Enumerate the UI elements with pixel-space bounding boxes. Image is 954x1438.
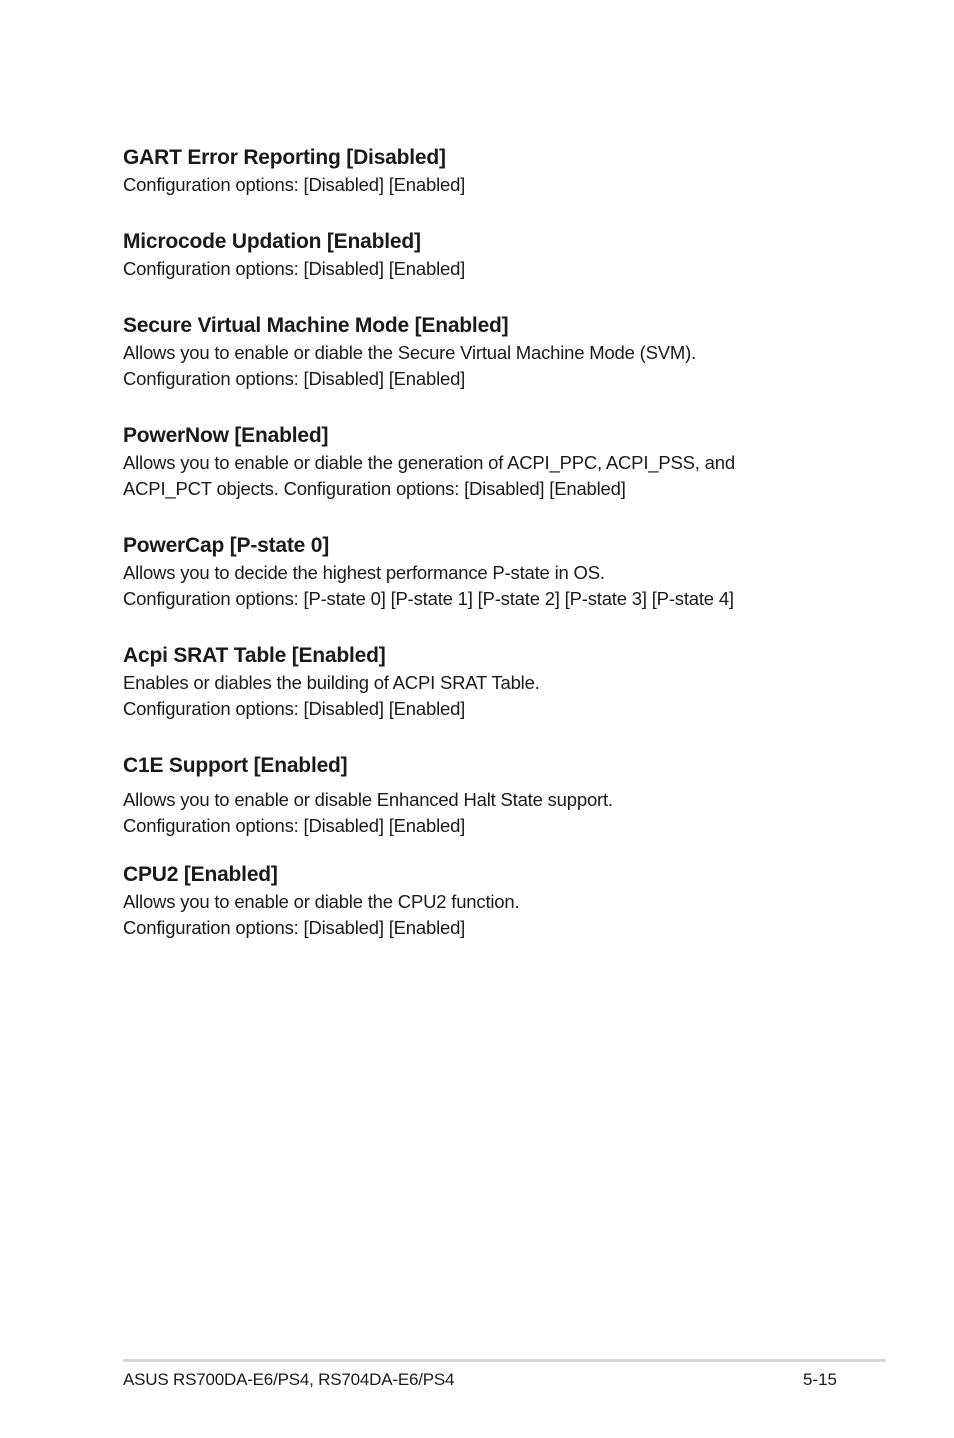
section-powernow bbox=[123, 422, 843, 502]
footer-product-name: ASUS RS700DA-E6/PS4, RS704DA-E6/PS4 bbox=[123, 1370, 455, 1389]
section-description: Configuration options: [Disabled] [Enabled] bbox=[123, 258, 466, 279]
section-description: Configuration options: [Disabled] [Enabled] bbox=[123, 174, 466, 195]
section-acpi-srat-table bbox=[123, 642, 843, 722]
section-description: Allows you to enable or diable the CPU2 function. bbox=[123, 891, 520, 912]
section-title: GART Error Reporting [Disabled] bbox=[123, 146, 446, 169]
section-powercap bbox=[123, 532, 843, 612]
section-secure-virtual-machine-mode bbox=[123, 312, 843, 392]
section-title: C1E Support [Enabled] bbox=[123, 754, 348, 777]
section-description: Allows you to enable or disable Enhanced Halt State support. bbox=[123, 789, 613, 810]
section-c1e-support bbox=[123, 752, 843, 839]
section-title: Microcode Updation [Enabled] bbox=[123, 230, 421, 253]
section-description: Allows you to enable or diable the generation of ACPI_PPC, ACPI_PSS, and bbox=[123, 452, 735, 473]
section-description: Allows you to enable or diable the Secure Virtual Machine Mode (SVM). bbox=[123, 342, 697, 363]
section-options: Configuration options: [Disabled] [Enabled] bbox=[123, 815, 466, 836]
section-gart-error-reporting bbox=[123, 144, 843, 198]
section-description: Allows you to decide the highest performance P-state in OS. bbox=[123, 562, 605, 583]
footer-page-number: 5-15 bbox=[802, 1370, 837, 1389]
section-title: CPU2 [Enabled] bbox=[123, 863, 278, 886]
footer-divider bbox=[123, 1359, 886, 1362]
section-options: Configuration options: [Disabled] [Enabled] bbox=[123, 368, 466, 389]
section-options: Configuration options: [Disabled] [Enabled] bbox=[123, 698, 466, 719]
section-title: Acpi SRAT Table [Enabled] bbox=[123, 644, 386, 667]
section-microcode-updation bbox=[123, 228, 843, 282]
section-title: PowerCap [P-state 0] bbox=[123, 534, 330, 557]
section-options: Configuration options: [Disabled] [Enabled] bbox=[123, 917, 466, 938]
page-content bbox=[123, 144, 843, 941]
section-title: Secure Virtual Machine Mode [Enabled] bbox=[123, 314, 509, 337]
section-cpu2 bbox=[123, 861, 843, 941]
section-title: PowerNow [Enabled] bbox=[123, 424, 329, 447]
section-description: Enables or diables the building of ACPI SRAT Table. bbox=[123, 672, 540, 693]
section-options: ACPI_PCT objects. Configuration options: [Disabled] [Enabled] bbox=[123, 478, 626, 499]
section-options: Configuration options: [P-state 0] [P-state 1] [P-state 2] [P-state 3] [P-state 4] bbox=[123, 588, 734, 609]
